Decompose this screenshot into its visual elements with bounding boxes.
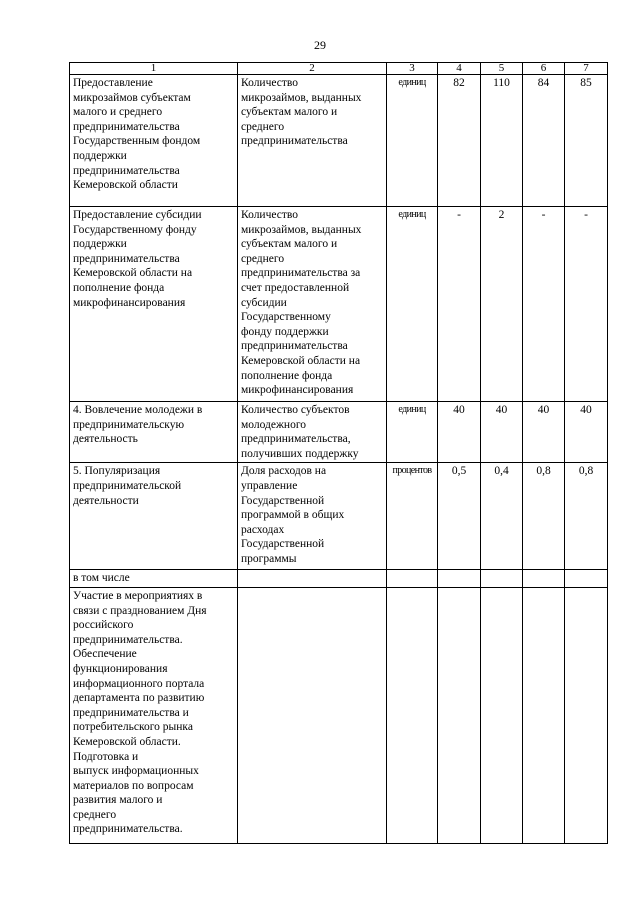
table-row	[70, 207, 608, 402]
indicator-cell	[238, 570, 387, 588]
value-cell: 40	[481, 402, 523, 463]
column-header: 3	[387, 63, 438, 75]
activity-cell: Участие в мероприятиях в связи с празднованием Дня российского предпринимательства. Обеспечение функционирования информационного портала департамента по развитию предпринимательства и потребительского рынка Кемеровской области. Подготовка и выпуск информационных материалов по вопросам развития малого и среднего предпринимательства.	[70, 587, 238, 843]
activity-cell: 5. Популяризация предпринимательской деятельности	[70, 463, 238, 570]
unit-cell	[387, 570, 438, 588]
value-cell	[481, 570, 523, 588]
value-cell	[523, 570, 565, 588]
indicator-cell: Доля расходов на управление Государственной программой в общих расходах Государственной программы	[238, 463, 387, 570]
table-header-row	[70, 63, 608, 75]
value-cell: 84	[523, 75, 565, 207]
table-row	[70, 402, 608, 463]
table-row	[70, 587, 608, 843]
unit-cell: единиц	[387, 402, 438, 463]
table-row	[70, 75, 608, 207]
indicator-cell: Количество микрозаймов, выданных субъектам малого и среднего предпринимательства за счет предоставленной субсидии Государственному фонду поддержки предпринимательства Кемеровской области на пополнение фонда микрофинансирования	[238, 207, 387, 402]
unit-cell	[387, 587, 438, 843]
unit-cell: процентов	[387, 463, 438, 570]
unit-cell: единиц	[387, 207, 438, 402]
unit-cell: единиц	[387, 75, 438, 207]
indicator-cell	[238, 587, 387, 843]
value-cell	[565, 570, 608, 588]
column-header: 7	[565, 63, 608, 75]
column-header: 2	[238, 63, 387, 75]
activity-cell: 4. Вовлечение молодежи в предпринимательскую деятельность	[70, 402, 238, 463]
value-cell: 0,5	[438, 463, 481, 570]
column-header: 5	[481, 63, 523, 75]
value-cell: 82	[438, 75, 481, 207]
value-cell: -	[438, 207, 481, 402]
value-cell	[565, 587, 608, 843]
column-header: 1	[70, 63, 238, 75]
value-cell: -	[523, 207, 565, 402]
value-cell	[523, 587, 565, 843]
table-row	[70, 463, 608, 570]
value-cell: 0,4	[481, 463, 523, 570]
column-header: 6	[523, 63, 565, 75]
indicator-cell: Количество микрозаймов, выданных субъектам малого и среднего предпринимательства	[238, 75, 387, 207]
value-cell: 0,8	[565, 463, 608, 570]
table-row	[70, 570, 608, 588]
value-cell: 40	[523, 402, 565, 463]
value-cell: 0,8	[523, 463, 565, 570]
activity-cell: Предоставление субсидии Государственному фонду поддержки предпринимательства Кемеровской области на пополнение фонда микрофинансирования	[70, 207, 238, 402]
value-cell	[481, 587, 523, 843]
value-cell	[438, 587, 481, 843]
value-cell: 2	[481, 207, 523, 402]
page-number: 29	[314, 38, 326, 52]
value-cell	[438, 570, 481, 588]
value-cell: 110	[481, 75, 523, 207]
indicators-table	[69, 62, 608, 844]
value-cell: 85	[565, 75, 608, 207]
value-cell: -	[565, 207, 608, 402]
activity-cell: в том числе	[70, 570, 238, 588]
value-cell: 40	[438, 402, 481, 463]
indicator-cell: Количество субъектов молодежного предпринимательства, получивших поддержку	[238, 402, 387, 463]
value-cell: 40	[565, 402, 608, 463]
activity-cell: Предоставление микрозаймов субъектам малого и среднего предпринимательства Государственным фондом поддержки предпринимательства Кемеровской области	[70, 75, 238, 207]
column-header: 4	[438, 63, 481, 75]
